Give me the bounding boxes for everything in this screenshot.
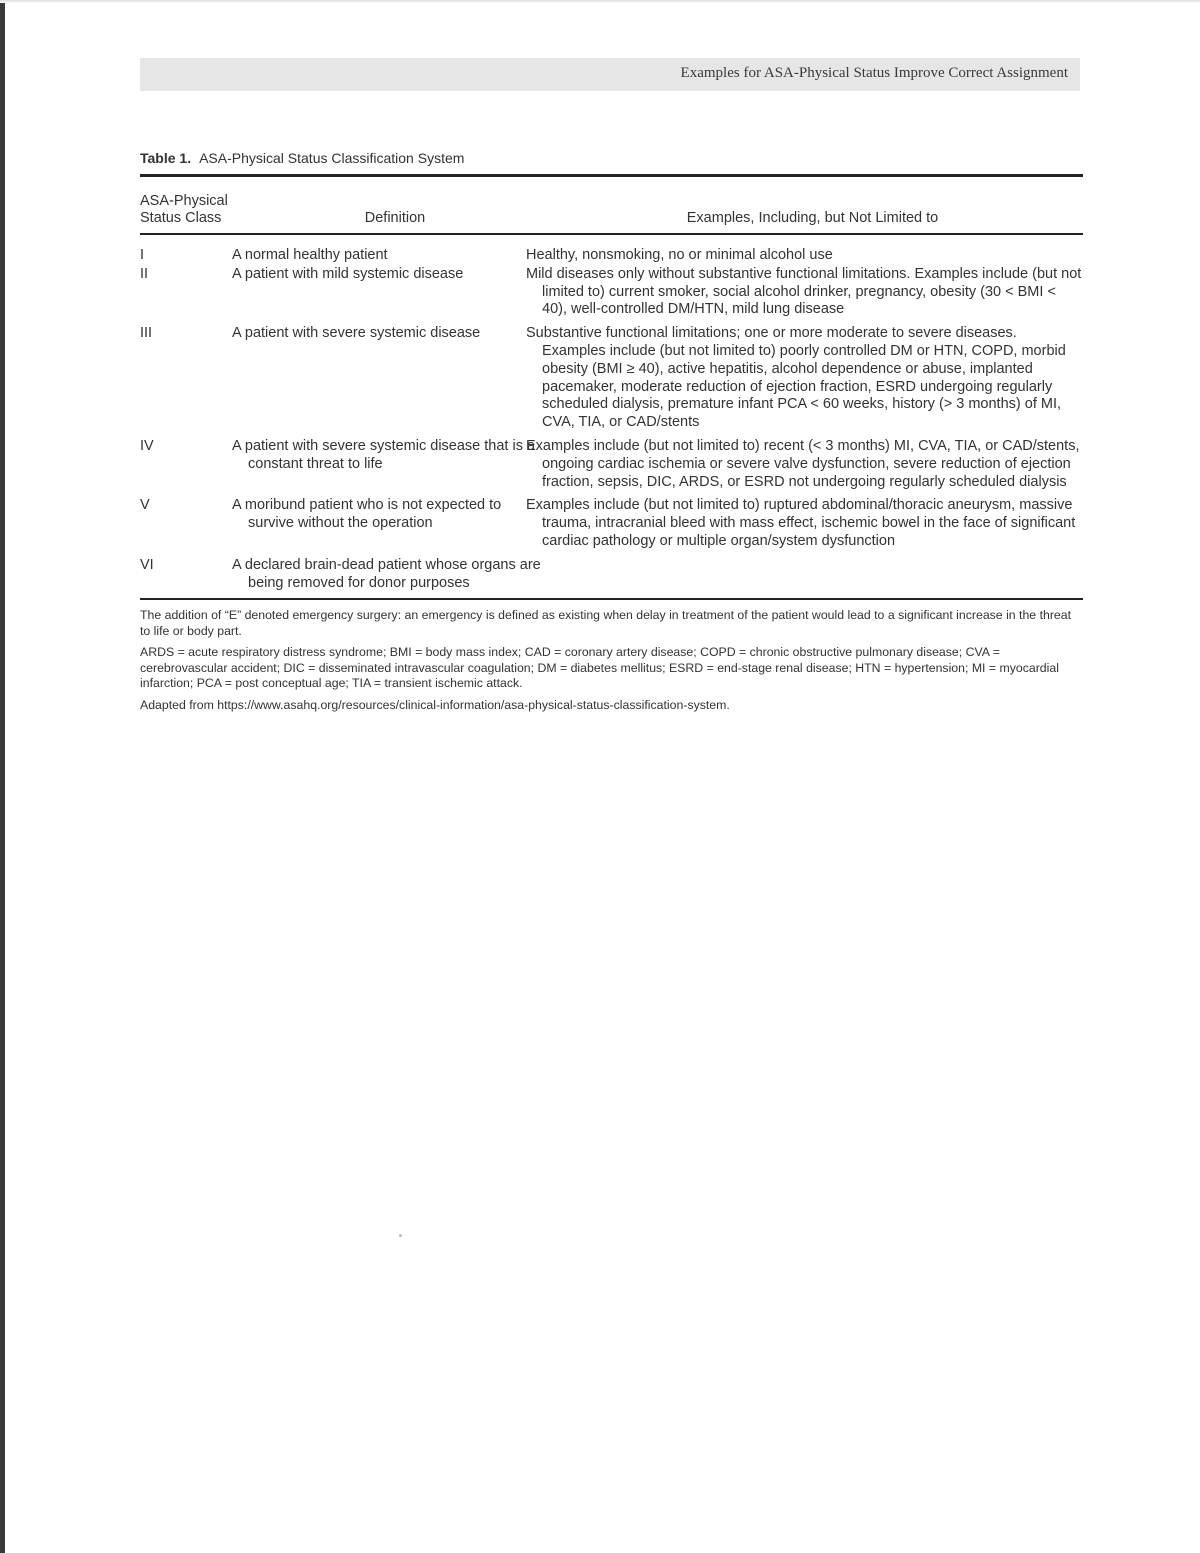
table-row — [140, 235, 1083, 266]
table-1 — [140, 150, 1083, 719]
status-class-cell: II — [140, 265, 149, 282]
running-header-title: Examples for ASA-Physical Status Improve Correct Assignment — [680, 65, 1068, 81]
table-bottom-rule — [140, 598, 1083, 600]
table-footnotes — [140, 608, 1083, 713]
running-header-bar — [140, 58, 1080, 91]
status-class-cell: V — [140, 497, 150, 514]
definition-cell: A normal healthy patient — [232, 247, 388, 263]
column-header-definition: Definition — [364, 210, 426, 226]
examples-cell — [542, 557, 1083, 599]
examples-cell: Examples include (but not limited to) recent (< 3 months) MI, CVA, TIA, or CAD/stents, ongoing cardiac ischemia or severe valve dysfunction, severe reduction of ejection fraction, sepsis, DIC, ARDS, or ESRD not undergoing regularly scheduled dialysis — [526, 437, 1080, 490]
definition-cell: A patient with mild systemic disease — [232, 265, 464, 282]
footnote-abbreviations: ARDS = acute respiratory distress syndrome; BMI = body mass index; CAD = coronary artery disease; COPD = chronic obstructive pulmonary disease; CVA = cerebrovascular accident; DIC = disseminated intravascular coagulation; DM = diabetes mellitus; ESRD = end-stage renal disease; HTN = hypertension; MI = myocardial infarction; PCA = post conceptual age; TIA = transient ischemic attack. — [140, 645, 1059, 691]
table-row — [140, 325, 1083, 438]
examples-cell: Substantive functional limitations; one or more moderate to severe diseases. Examples include (but not limited to) poorly controlled DM or HTN, COPD, morbid obesity (BMI ≥ 40), active hepatitis, alcohol dependence or abuse, implanted pacemaker, moderate reduction of ejection fraction, ESRD undergoing regularly scheduled dialysis, premature infant PCA < 60 weeks, history (> 3 months) of MI, CVA, TIA, or CAD/stents — [526, 325, 1066, 431]
table-title: ASA-Physical Status Classification System — [199, 150, 465, 166]
table-row — [140, 266, 1083, 325]
definition-cell: A moribund patient who is not expected to survive without the operation — [232, 497, 502, 532]
definition-cell: A patient with severe systemic disease that is a constant threat to life — [232, 437, 536, 472]
examples-cell: Examples include (but not limited to) ruptured abdominal/thoracic aneurysm, massive trauma, intracranial bleed with mass effect, ischemic bowel in the face of significant cardiac pathology or multiple organ/system dysfunction — [526, 497, 1076, 549]
table-caption — [140, 150, 1083, 166]
definition-cell: A declared brain-dead patient whose organs are being removed for donor purposes — [232, 556, 541, 591]
footnote-source: Adapted from https://www.asahq.org/resources/clinical-information/asa-physical-status-classification-system. — [140, 697, 730, 712]
table-header-row — [140, 177, 1083, 233]
scan-edge-shadow — [0, 0, 5, 1553]
table-row — [140, 438, 1083, 497]
examples-cell: Healthy, nonsmoking, no or minimal alcohol use — [526, 247, 833, 263]
examples-cell: Mild diseases only without substantive functional limitations. Examples include (but not limited to) current smoker, social alcohol drinker, pregnancy, obesity (30 < BMI < 40), well-controlled DM/HTN, mild lung disease — [526, 265, 1082, 318]
status-class-cell: IV — [140, 437, 154, 454]
column-header-class: ASA-Physical Status Class — [140, 193, 228, 226]
table-label: Table 1. — [140, 150, 192, 166]
table-row — [140, 557, 1083, 599]
column-header-examples: Examples, Including, but Not Limited to — [686, 210, 939, 226]
status-class-cell: I — [140, 247, 145, 263]
asa-classification-table — [140, 177, 1083, 598]
scan-speck — [399, 1234, 402, 1237]
table-row — [140, 497, 1083, 556]
definition-cell: A patient with severe systemic disease — [232, 325, 481, 342]
scan-top-shadow — [0, 0, 1200, 3]
status-class-cell: III — [140, 325, 153, 342]
status-class-cell: VI — [140, 556, 154, 573]
footnote-emergency: The addition of “E” denoted emergency surgery: an emergency is defined as existing when delay in treatment of the patient would lead to a significant increase in the threat to life or body part. — [140, 608, 1072, 638]
